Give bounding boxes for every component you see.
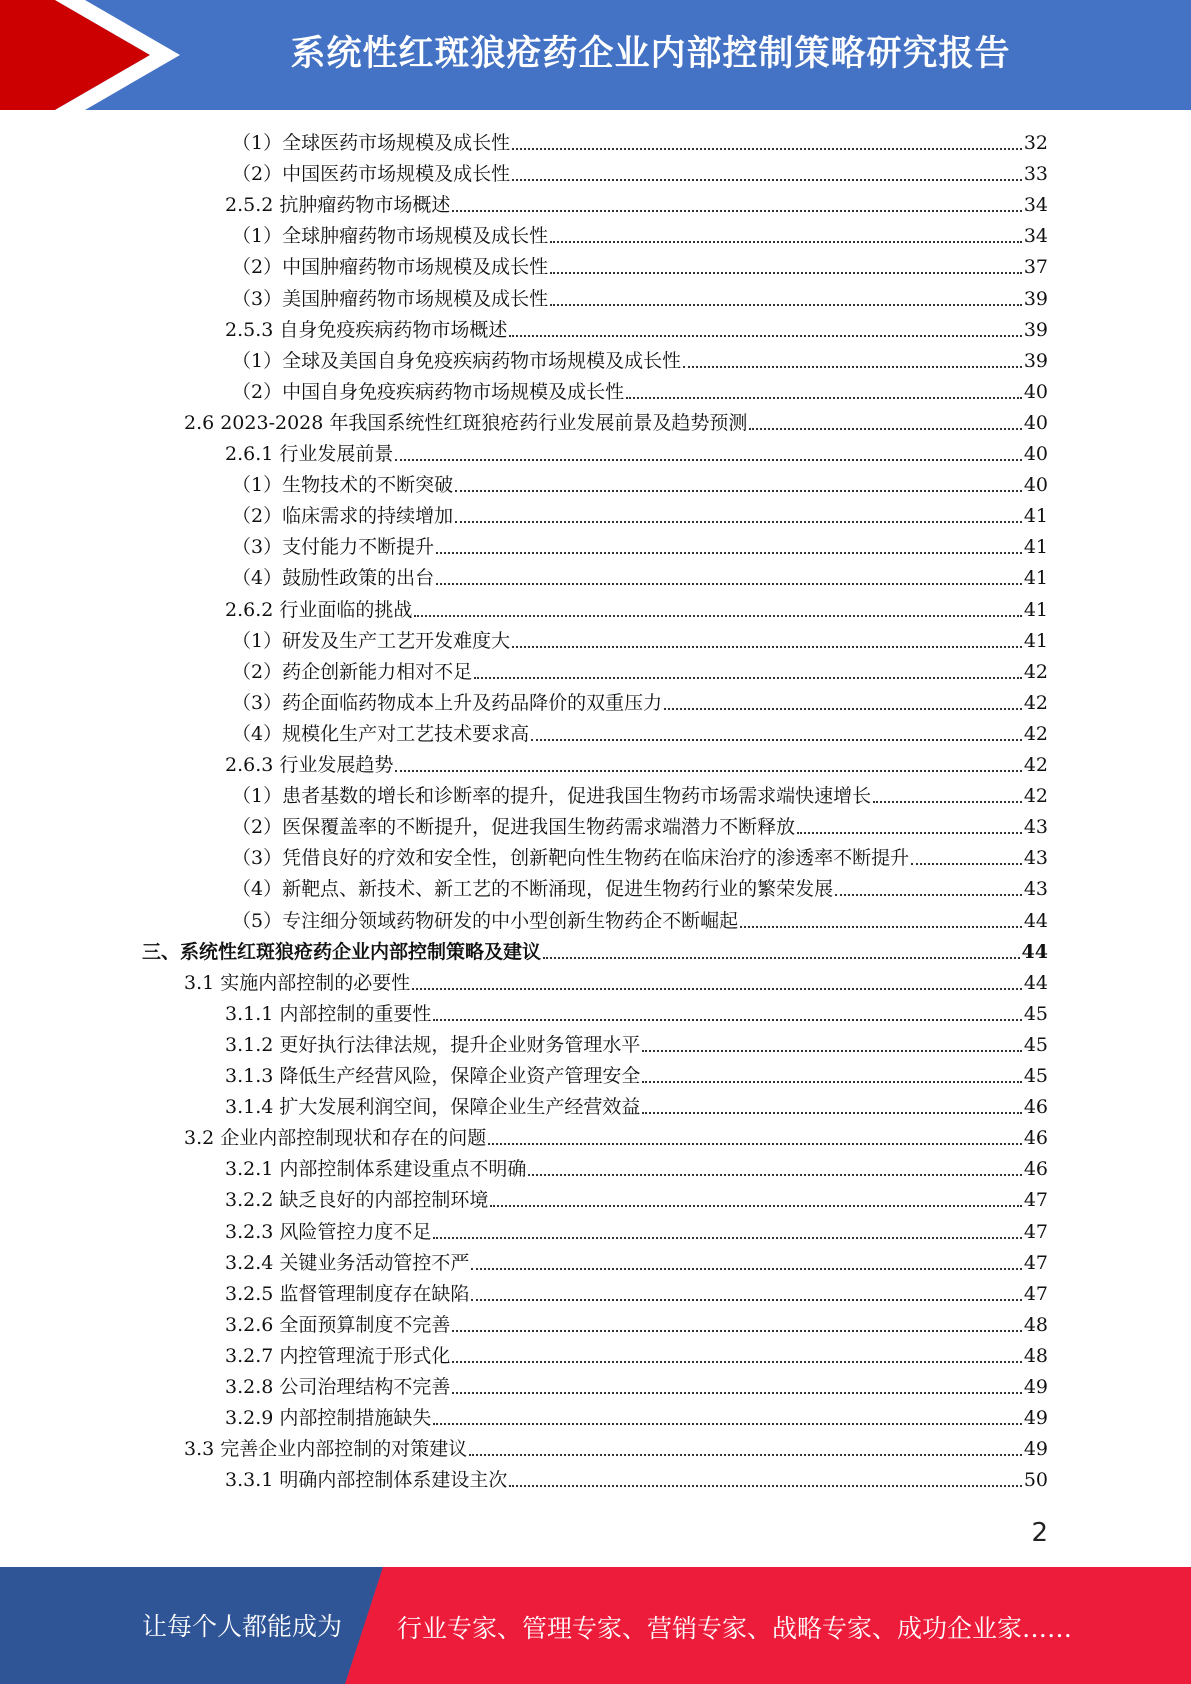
toc-dot-leader [550, 304, 1022, 306]
toc-entry-number: （3） [232, 287, 283, 310]
toc-entry-title: 关键业务活动管控不严 [279, 1251, 470, 1274]
toc-dot-leader [543, 957, 1020, 959]
toc-entry-page: 46 [1023, 1096, 1048, 1119]
toc-entry[interactable] [225, 595, 1048, 626]
toc-entry-page: 50 [1023, 1469, 1048, 1492]
toc-entry-page: 42 [1023, 785, 1048, 808]
toc-entry-title: 鼓励性政策的出台 [282, 567, 435, 590]
toc-entry-page: 41 [1023, 567, 1048, 590]
toc-entry-title: 降低生产经营风险，保障企业资产管理安全 [279, 1065, 641, 1087]
toc-entry[interactable] [225, 190, 1048, 221]
toc-entry-title: 监督管理制度存在缺陷 [279, 1282, 470, 1305]
toc-entry-title: 内部控制的重要性 [279, 1002, 432, 1025]
toc-entry-page: 45 [1023, 1065, 1048, 1087]
toc-entry-number: 2.6.2 [225, 598, 274, 621]
toc-dot-leader [528, 1174, 1021, 1176]
toc-entry-title: 患者基数的增长和诊断率的提升，促进我国生物药市场需求端快速增长 [282, 785, 872, 808]
toc-entry-page: 49 [1023, 1407, 1048, 1430]
toc-entry-title: 生物技术的不断突破 [282, 474, 454, 497]
toc-dot-leader [412, 988, 1022, 990]
toc-entry-page: 40 [1023, 443, 1048, 465]
toc-dot-leader [642, 1050, 1021, 1052]
footer-slogan-left: 让每个人都能成为 [142, 1612, 343, 1641]
toc-entry-page: 41 [1023, 629, 1048, 652]
toc-dot-leader [664, 708, 1022, 710]
toc-entry-title: 扩大发展利润空间，保障企业生产经营效益 [279, 1096, 641, 1119]
toc-entry-title: 公司治理结构不完善 [279, 1376, 451, 1398]
toc-entry-title: 企业内部控制现状和存在的问题 [220, 1127, 487, 1150]
toc-entry-page: 45 [1023, 1033, 1048, 1056]
toc-entry-number: （1） [232, 225, 283, 248]
toc-entry[interactable] [232, 657, 1048, 688]
toc-dot-leader [488, 1143, 1022, 1145]
toc-entry[interactable] [232, 284, 1048, 315]
toc-dot-leader [531, 739, 1022, 741]
toc-dot-leader [873, 801, 1022, 803]
toc-entry-page: 44 [1021, 940, 1048, 963]
toc-entry-number: 3.2.4 [225, 1251, 274, 1274]
toc-dot-leader [395, 770, 1021, 772]
toc-entry-page: 49 [1023, 1438, 1048, 1461]
toc-entry-title: 抗肿瘤药物市场概述 [279, 194, 451, 217]
toc-entry-number: （1） [232, 132, 283, 154]
toc-entry-number: （4） [232, 878, 283, 901]
toc-entry[interactable] [232, 688, 1048, 719]
toc-entry[interactable] [232, 874, 1048, 905]
toc-entry-number: 2.6.1 [225, 443, 274, 465]
toc-dot-leader [452, 1330, 1021, 1332]
toc-entry-title: 医保覆盖率的不断提升，促进我国生物药需求端潜力不断释放 [282, 816, 796, 839]
toc-entry-number: （1） [232, 785, 283, 808]
toc-entry[interactable] [225, 750, 1048, 781]
toc-entry-page: 40 [1023, 474, 1048, 497]
toc-entry-page: 39 [1023, 349, 1048, 372]
toc-dot-leader [509, 335, 1021, 337]
toc-dot-leader [436, 552, 1022, 554]
toc-dot-leader [452, 1361, 1021, 1363]
toc-entry-page: 33 [1023, 163, 1048, 186]
toc-entry-title: 自身免疫疾病药物市场概述 [279, 318, 508, 341]
toc-entry-title: 内部控制体系建设重点不明确 [279, 1158, 527, 1181]
toc-entry-title: 研发及生产工艺开发难度大 [282, 629, 511, 652]
toc-entry-number: 3.1.1 [225, 1002, 274, 1025]
toc-entry[interactable] [232, 812, 1048, 843]
toc-entry-page: 41 [1023, 598, 1048, 621]
toc-entry[interactable] [225, 1185, 1048, 1216]
toc-entry-page: 42 [1023, 660, 1048, 683]
toc-entry-title: 2023-2028 年我国系统性红斑狼疮药行业发展前景及趋势预测 [220, 411, 748, 434]
toc-entry-number: 3.2 [184, 1127, 215, 1150]
toc-entry-page: 43 [1023, 878, 1048, 901]
toc-dot-leader [414, 615, 1021, 617]
toc-entry-number: 3.2.7 [225, 1344, 274, 1367]
toc-entry-title: 内控管理流于形式化 [279, 1344, 451, 1367]
toc-entry[interactable] [232, 501, 1048, 532]
toc-entry[interactable] [225, 1279, 1048, 1310]
toc-entry[interactable] [225, 1092, 1048, 1123]
toc-entry-number: 2.6.3 [225, 754, 274, 776]
toc-entry[interactable] [225, 1248, 1048, 1279]
toc-dot-leader [433, 1019, 1021, 1021]
toc-entry[interactable] [184, 968, 1048, 999]
toc-entry-number: 3.2.8 [225, 1376, 274, 1398]
toc-entry-number: 3.2.2 [225, 1189, 274, 1212]
toc-entry[interactable] [232, 346, 1048, 377]
toc-entry-title: 美国肿瘤药物市场规模及成长性 [282, 287, 549, 310]
page-footer [0, 1567, 1191, 1684]
toc-entry-page: 46 [1023, 1158, 1048, 1181]
toc-entry-page: 42 [1023, 722, 1048, 745]
toc-entry-title: 中国医药市场规模及成长性 [282, 163, 511, 186]
toc-entry-title: 行业面临的挑战 [279, 598, 413, 621]
report-title: 系统性红斑狼疮药企业内部控制策略研究报告 [290, 34, 1011, 74]
toc-entry[interactable] [232, 470, 1048, 501]
toc-dot-leader [471, 1299, 1021, 1301]
toc-entry[interactable] [232, 563, 1048, 594]
toc-entry[interactable] [225, 999, 1048, 1030]
toc-dot-leader [642, 1112, 1021, 1114]
toc-entry-page: 48 [1023, 1344, 1048, 1367]
toc-entry-number: （3） [232, 691, 283, 714]
toc-entry-page: 42 [1023, 691, 1048, 714]
toc-entry-number: 3.1.3 [225, 1065, 274, 1087]
toc-entry[interactable] [232, 221, 1048, 252]
footer-slogan-right: 行业专家、管理专家、营销专家、战略专家、成功企业家…… [397, 1614, 1073, 1643]
toc-dot-leader [433, 1423, 1021, 1425]
toc-entry-title: 药企面临药物成本上升及药品降价的双重压力 [282, 691, 663, 714]
toc-entry-title: 凭借良好的疗效和安全性，创新靶向性生物药在临床治疗的渗透率不断提升 [282, 847, 910, 870]
toc-entry[interactable] [232, 252, 1048, 283]
toc-entry[interactable] [232, 781, 1048, 812]
toc-entry-title: 专注细分领域药物研发的中小型创新生物药企不断崛起 [282, 909, 739, 932]
toc-dot-leader [550, 241, 1022, 243]
toc-dot-leader [433, 1237, 1021, 1239]
toc-entry-number: 3.2.6 [225, 1313, 274, 1336]
toc-entry[interactable] [184, 1434, 1048, 1465]
toc-entry-number: 2.6 [184, 411, 215, 434]
toc-entry-title: 行业发展趋势 [279, 754, 394, 776]
toc-entry[interactable] [232, 843, 1048, 874]
toc-dot-leader [835, 894, 1022, 896]
toc-entry-page: 42 [1023, 754, 1048, 776]
toc-entry-number: 3.2.9 [225, 1407, 274, 1430]
toc-entry-title: 缺乏良好的内部控制环境 [279, 1189, 489, 1212]
toc-entry-number: （4） [232, 722, 283, 745]
toc-entry-page: 39 [1023, 318, 1048, 341]
toc-entry-page: 41 [1023, 536, 1048, 559]
toc-entry-number: 3.2.5 [225, 1282, 274, 1305]
toc-dot-leader [490, 1205, 1021, 1207]
toc-entry-page: 34 [1023, 225, 1048, 248]
toc-entry-title: 完善企业内部控制的对策建议 [220, 1438, 468, 1461]
toc-entry-title: 行业发展前景 [279, 443, 394, 465]
toc-entry[interactable] [142, 937, 1048, 968]
toc-dot-leader [512, 646, 1022, 648]
toc-entry-page: 41 [1023, 505, 1048, 528]
toc-entry-page: 46 [1023, 1127, 1048, 1150]
toc-entry-page: 39 [1023, 287, 1048, 310]
toc-entry-number: （2） [232, 163, 283, 186]
toc-entry[interactable] [225, 1217, 1048, 1248]
toc-dot-leader [509, 1485, 1021, 1487]
toc-dot-leader [512, 148, 1022, 150]
toc-dot-leader [512, 179, 1022, 181]
toc-entry-title: 新靶点、新技术、新工艺的不断涌现，促进生物药行业的繁荣发展 [282, 878, 834, 901]
toc-entry-title: 系统性红斑狼疮药企业内部控制策略及建议 [180, 940, 542, 963]
toc-entry-page: 47 [1023, 1282, 1048, 1305]
toc-entry-page: 44 [1023, 909, 1048, 932]
toc-entry-number: 2.5.2 [225, 194, 274, 217]
toc-dot-leader [455, 521, 1022, 523]
toc-dot-leader [749, 428, 1021, 430]
toc-entry-number: （1） [232, 474, 283, 497]
toc-entry[interactable] [232, 377, 1048, 408]
toc-dot-leader [642, 1081, 1021, 1083]
toc-dot-leader [797, 832, 1022, 834]
toc-dot-leader [911, 863, 1022, 865]
toc-entry-number: 3.2.1 [225, 1158, 274, 1181]
toc-entry[interactable] [225, 1310, 1048, 1341]
toc-entry[interactable] [225, 1030, 1048, 1061]
toc-entry-title: 全面预算制度不完善 [279, 1313, 451, 1336]
toc-entry-number: （1） [232, 629, 283, 652]
toc-entry-title: 全球肿瘤药物市场规模及成长性 [282, 225, 549, 248]
toc-entry-page: 45 [1023, 1002, 1048, 1025]
toc-entry-number: 3.3.1 [225, 1469, 274, 1492]
toc-entry-title: 规模化生产对工艺技术要求高 [282, 722, 530, 745]
toc-entry-page: 32 [1023, 132, 1048, 154]
toc-entry-number: （2） [232, 816, 283, 839]
toc-entry[interactable] [225, 315, 1048, 346]
toc-entry-number: （3） [232, 847, 283, 870]
toc-dot-leader [452, 1392, 1021, 1394]
toc-dot-leader [452, 210, 1021, 212]
toc-dot-leader [626, 397, 1022, 399]
toc-entry-number: （5） [232, 909, 283, 932]
toc-entry-number: 2.5.3 [225, 318, 274, 341]
toc-entry[interactable] [225, 1403, 1048, 1434]
toc-entry-title: 中国肿瘤药物市场规模及成长性 [282, 256, 549, 279]
toc-entry[interactable] [232, 128, 1048, 159]
toc-entry-number: 3.1.2 [225, 1033, 274, 1056]
toc-entry-page: 43 [1023, 816, 1048, 839]
toc-entry-page: 34 [1023, 194, 1048, 217]
toc-entry-title: 内部控制措施缺失 [279, 1407, 432, 1430]
toc-entry[interactable] [184, 1123, 1048, 1154]
page-number: 2 [1031, 1518, 1048, 1548]
page-header [0, 0, 1191, 110]
toc-entry-title: 全球及美国自身免疫疾病药物市场规模及成长性 [282, 349, 682, 372]
toc-entry[interactable] [184, 408, 1048, 439]
toc-entry-page: 44 [1023, 971, 1048, 994]
toc-entry[interactable] [232, 626, 1048, 657]
toc-entry-number: （1） [232, 349, 283, 372]
toc-entry[interactable] [225, 1372, 1048, 1403]
toc-entry-number: 3.2.3 [225, 1220, 274, 1243]
toc-dot-leader [395, 459, 1021, 461]
toc-entry-page: 47 [1023, 1189, 1048, 1212]
toc-entry-number: （2） [232, 660, 283, 683]
toc-entry[interactable] [232, 719, 1048, 750]
toc-entry-number: 3.3 [184, 1438, 215, 1461]
toc-dot-leader [550, 272, 1022, 274]
toc-entry-number: 3.1 [184, 971, 215, 994]
toc-entry-title: 风险管控力度不足 [279, 1220, 432, 1243]
toc-entry-page: 40 [1023, 380, 1048, 403]
toc-entry[interactable] [232, 532, 1048, 563]
toc-entry[interactable] [232, 906, 1048, 937]
toc-entry[interactable] [225, 1154, 1048, 1185]
toc-entry-page: 43 [1023, 847, 1048, 870]
toc-entry-page: 37 [1023, 256, 1048, 279]
toc-entry-number: （2） [232, 256, 283, 279]
toc-dot-leader [740, 926, 1022, 928]
toc-entry-title: 明确内部控制体系建设主次 [279, 1469, 508, 1492]
toc-dot-leader [455, 490, 1022, 492]
toc-entry-page: 40 [1023, 411, 1048, 434]
toc-entry-title: 药企创新能力相对不足 [282, 660, 473, 683]
toc-entry[interactable] [225, 1061, 1048, 1092]
toc-entry-page: 49 [1023, 1376, 1048, 1398]
toc-entry-number: 3.1.4 [225, 1096, 274, 1119]
toc-entry-number: （2） [232, 505, 283, 528]
toc-entry-number: 三、 [142, 940, 181, 963]
toc-entry-title: 临床需求的持续增加 [282, 505, 454, 528]
toc-dot-leader [683, 366, 1022, 368]
toc-entry-page: 47 [1023, 1220, 1048, 1243]
toc-entry-title: 支付能力不断提升 [282, 536, 435, 559]
toc-entry-number: （4） [232, 567, 283, 590]
toc-dot-leader [471, 1268, 1021, 1270]
toc-entry-title: 全球医药市场规模及成长性 [282, 132, 511, 154]
toc-entry-title: 中国自身免疫疾病药物市场规模及成长性 [282, 380, 625, 403]
toc-entry-number: （2） [232, 380, 283, 403]
toc-entry[interactable] [225, 1465, 1048, 1496]
toc-entry[interactable] [225, 439, 1048, 470]
toc-entry-page: 48 [1023, 1313, 1048, 1336]
toc-dot-leader [436, 583, 1022, 585]
toc-dot-leader [469, 1454, 1022, 1456]
toc-entry-number: （3） [232, 536, 283, 559]
toc-entry[interactable] [225, 1341, 1048, 1372]
toc-entry-title: 实施内部控制的必要性 [220, 971, 411, 994]
toc-entry-page: 47 [1023, 1251, 1048, 1274]
toc-entry[interactable] [232, 159, 1048, 190]
toc-entry-title: 更好执行法律法规，提升企业财务管理水平 [279, 1033, 641, 1056]
toc-dot-leader [474, 677, 1022, 679]
